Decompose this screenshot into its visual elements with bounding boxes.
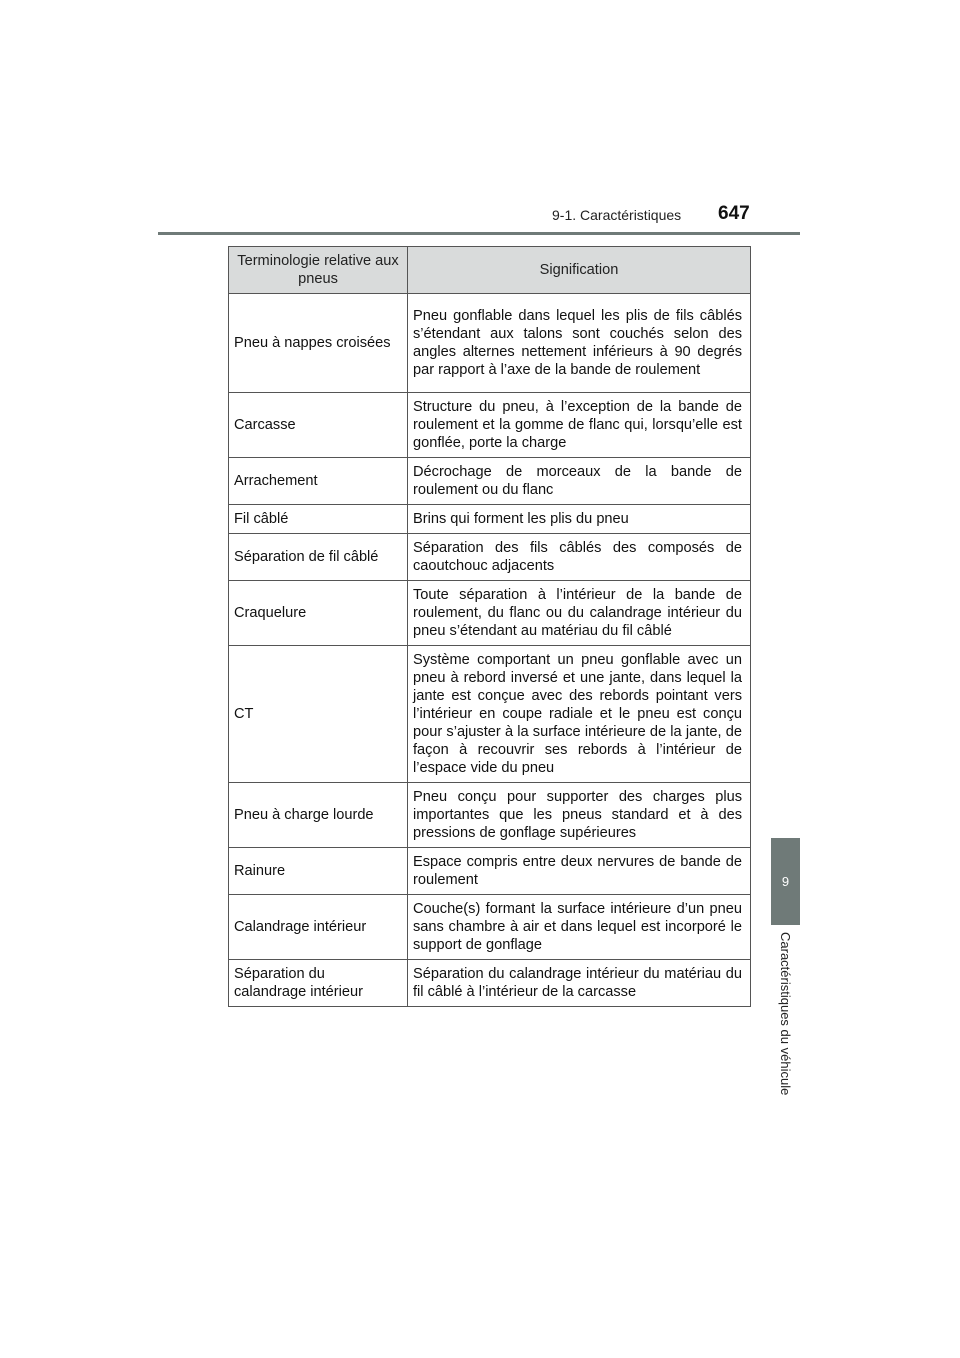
table-row [229,581,751,646]
term-cell: Séparation de fil câblé [229,534,408,581]
term-cell: Carcasse [229,393,408,458]
meaning-cell: Couche(s) formant la surface intérieure d’un pneu sans chambre à air et dans lequel est incorporé le support de gonflage [408,895,751,960]
meaning-cell: Décrochage de morceaux de la bande de roulement ou du flanc [408,458,751,505]
term-cell: Fil câblé [229,505,408,534]
table-row [229,534,751,581]
column-header-meaning: Signification [408,247,751,294]
tire-terminology-table [228,246,751,1007]
table-row [229,895,751,960]
term-cell: CT [229,646,408,783]
section-title: 9-1. Caractéristiques [552,207,682,223]
term-cell: Craquelure [229,581,408,646]
meaning-cell: Séparation du calandrage intérieur du matériau du fil câblé à l’intérieur de la carcasse [408,960,751,1007]
chapter-side-label [771,930,800,1120]
chapter-label: Caractéristiques du véhicule [778,932,793,1096]
term-cell: Rainure [229,848,408,895]
page-number: 647 [718,203,750,224]
column-header-term: Terminologie relative aux pneus [229,247,408,294]
table-row [229,960,751,1007]
meaning-cell: Séparation des fils câblés des composés de caoutchouc adjacents [408,534,751,581]
chapter-tab [771,838,800,925]
meaning-cell: Pneu conçu pour supporter des charges plus importantes que les pneus standard et à des pressions de gonflage supérieures [408,783,751,848]
term-cell: Calandrage intérieur [229,895,408,960]
table-header-row [229,247,751,294]
chapter-number: 9 [781,874,790,889]
term-cell: Pneu à nappes croisées [229,294,408,393]
table-row [229,393,751,458]
meaning-cell: Toute séparation à l’intérieur de la bande de roulement, du flanc ou du calandrage intérieur du pneu s’étendant au matériau du fil câblé [408,581,751,646]
table-row [229,646,751,783]
table-row [229,294,751,393]
meaning-cell: Système comportant un pneu gonflable avec un pneu à rebord inversé et une jante, dans lequel la jante est conçue avec des rebords pointant vers l’intérieur en coupe radiale et le pneu est conçu pour s’ajuster à la surface intérieure de la jante, de façon à recouvrir ses rebords à l’intérieur de l’espace vide du pneu [408,646,751,783]
term-cell: Séparation du calandrage intérieur [229,960,408,1007]
table-row [229,848,751,895]
table-row [229,458,751,505]
meaning-cell: Structure du pneu, à l’exception de la bande de roulement et la gomme de flanc qui, lorsqu’elle est gonflée, porte la charge [408,393,751,458]
meaning-cell: Espace compris entre deux nervures de bande de roulement [408,848,751,895]
table-row [229,783,751,848]
meaning-cell: Brins qui forment les plis du pneu [408,505,751,534]
meaning-cell: Pneu gonflable dans lequel les plis de fils câblés s’étendant aux talons sont couchés selon des angles alternes nettement inférieurs à 90 degrés par rapport à l’axe de la bande de roulement [408,294,751,393]
table-row [229,505,751,534]
term-cell: Arrachement [229,458,408,505]
header-rule [158,232,800,235]
term-cell: Pneu à charge lourde [229,783,408,848]
